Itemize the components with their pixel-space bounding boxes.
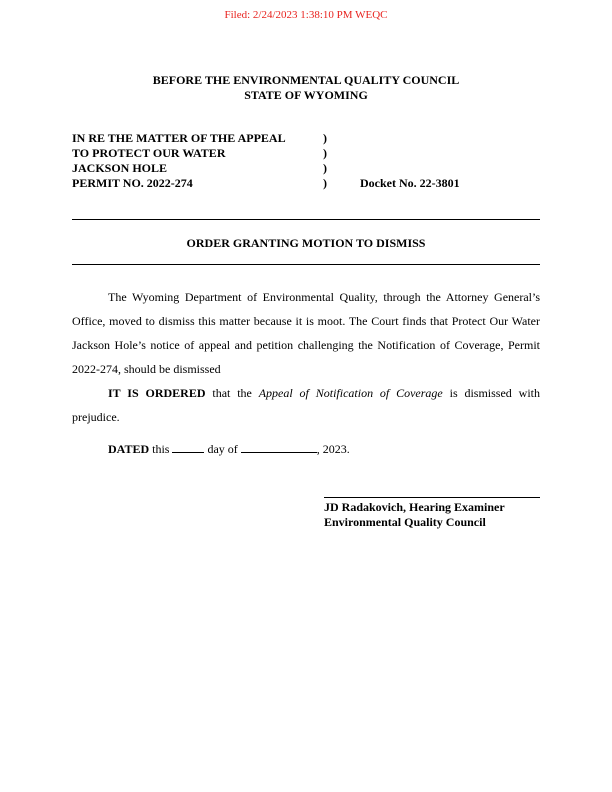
order-title: ORDER GRANTING MOTION TO DISMISS <box>186 236 426 250</box>
signature-line <box>324 497 540 498</box>
ordered-text-end: is dismissed with prejudice. <box>72 386 540 424</box>
caption-paren: ) <box>323 146 327 160</box>
dated-this: this <box>149 442 173 456</box>
signer-name: JD Radakovich, Hearing Examiner <box>324 500 505 514</box>
case-caption <box>72 131 286 191</box>
caption-paren: ) <box>323 131 327 145</box>
ordered-paragraph <box>72 381 540 429</box>
caption-line: TO PROTECT OUR WATER <box>72 146 226 160</box>
dated-label: DATED <box>108 442 150 456</box>
filing-stamp: Filed: 2/24/2023 1:38:10 PM WEQC <box>224 9 388 21</box>
council-heading: BEFORE THE ENVIRONMENTAL QUALITY COUNCIL <box>152 73 460 87</box>
body-paragraph: The Wyoming Department of Environmental Quality, through the Attorney General’s Office, moved to dismiss this matter because it is moot. The Court finds that Protect Our Water Jackson Hole’s notice of appeal and petition challenging the Notification of Coverage, Permit 2022-274, should be dismissed <box>72 290 540 376</box>
ordered-label: IT IS ORDERED <box>108 386 206 400</box>
day-blank <box>172 441 204 453</box>
caption-paren: ) <box>323 161 327 175</box>
bottom-divider <box>72 264 540 265</box>
appeal-title: Appeal of Notification of Coverage <box>258 386 443 400</box>
caption-line: JACKSON HOLE <box>72 161 168 175</box>
signature-block <box>324 500 505 530</box>
caption-paren: ) <box>323 176 327 190</box>
month-blank <box>241 441 317 453</box>
ordered-text: that the <box>205 386 259 400</box>
top-divider <box>72 219 540 220</box>
dated-day-of: day of <box>204 442 241 456</box>
docket-number: Docket No. 22-3801 <box>360 176 460 190</box>
dated-line <box>72 437 540 461</box>
state-heading: STATE OF WYOMING <box>244 88 368 102</box>
signer-title: Environmental Quality Council <box>324 515 486 529</box>
caption-line: IN RE THE MATTER OF THE APPEAL <box>72 131 286 145</box>
dated-year: , 2023. <box>316 442 350 456</box>
caption-line: PERMIT NO. 2022-274 <box>72 176 193 190</box>
caption-parentheses <box>323 131 327 191</box>
